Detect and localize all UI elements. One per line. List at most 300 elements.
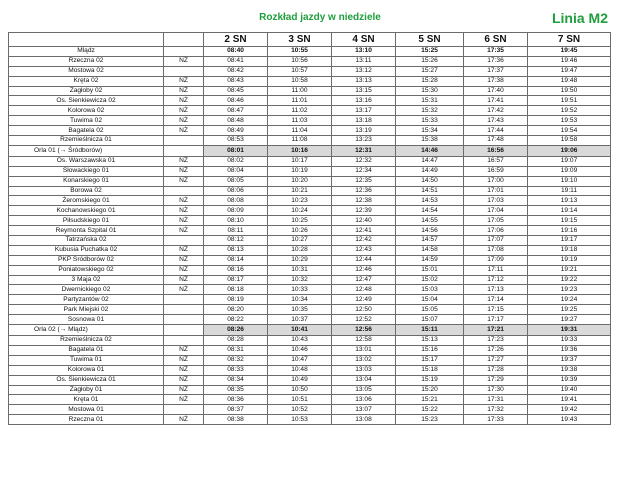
request-stop-cell: NŻ [164,116,204,126]
table-row [9,76,611,86]
column-header: 7 SN [528,33,611,47]
stop-name-cell: Sosnowa 01 [9,315,164,325]
departure-time-cell: 19:11 [528,186,611,196]
departure-time-cell: 17:05 [464,216,528,226]
departure-time-cell: 17:26 [464,345,528,355]
table-row [9,56,611,66]
departure-time-cell: 15:27 [396,66,464,76]
departure-time-cell: 08:45 [204,86,268,96]
departure-time-cell: 08:13 [204,245,268,255]
departure-time-cell: 17:29 [464,375,528,385]
departure-time-cell: 17:42 [464,106,528,116]
departure-time-cell: 17:17 [464,315,528,325]
stop-name-cell: Os. Sienkiewicza 01 [9,375,164,385]
request-stop-cell: NŻ [164,196,204,206]
departure-time-cell: 17:01 [464,186,528,196]
departure-time-cell: 13:07 [332,405,396,415]
departure-time-cell: 08:34 [204,375,268,385]
departure-time-cell: 17:06 [464,226,528,236]
departure-time-cell: 15:28 [396,76,464,86]
departure-time-cell: 12:42 [332,236,396,246]
departure-time-cell: 13:23 [332,136,396,146]
departure-time-cell: 08:28 [204,336,268,346]
request-stop-cell: NŻ [164,255,204,265]
departure-time-cell: 19:41 [528,395,611,405]
departure-time-cell: 17:43 [464,116,528,126]
departure-time-cell: 13:15 [332,86,396,96]
stop-name-cell: Kręta 02 [9,76,164,86]
departure-time-cell: 15:03 [396,285,464,295]
departure-time-cell: 12:58 [332,336,396,346]
departure-time-cell: 08:18 [204,285,268,295]
departure-time-cell: 08:06 [204,186,268,196]
departure-time-cell: 08:10 [204,216,268,226]
request-stop-cell [164,315,204,325]
departure-time-cell: 17:41 [464,96,528,106]
table-row [9,295,611,305]
request-stop-cell: NŻ [164,126,204,136]
departure-time-cell: 12:46 [332,265,396,275]
departure-time-cell: 17:27 [464,355,528,365]
departure-time-cell: 12:48 [332,285,396,295]
departure-time-cell: 17:33 [464,415,528,425]
departure-time-cell: 19:50 [528,86,611,96]
departure-time-cell: 11:03 [268,116,332,126]
departure-time-cell: 13:02 [332,355,396,365]
departure-time-cell: 19:16 [528,226,611,236]
departure-time-cell: 10:20 [268,176,332,186]
departure-time-cell: 17:03 [464,196,528,206]
stop-name-cell: Kręta 01 [9,395,164,405]
table-row [9,196,611,206]
departure-time-cell: 11:02 [268,106,332,116]
departure-time-cell: 08:14 [204,255,268,265]
departure-time-cell: 08:01 [204,145,268,156]
table-row [9,265,611,275]
stop-name-cell: Mostowa 01 [9,405,164,415]
departure-time-cell: 17:00 [464,176,528,186]
departure-time-cell: 19:27 [528,315,611,325]
departure-time-cell: 10:16 [268,145,332,156]
departure-time-cell: 15:25 [396,47,464,57]
stop-name-cell: Tatrzańska 02 [9,236,164,246]
departure-time-cell: 10:46 [268,345,332,355]
departure-time-cell: 14:54 [396,206,464,216]
table-row [9,96,611,106]
departure-time-cell: 08:19 [204,295,268,305]
departure-time-cell: 17:48 [464,136,528,146]
departure-time-cell: 12:50 [332,305,396,315]
stop-name-cell: Partyzantów 02 [9,295,164,305]
departure-time-cell: 17:36 [464,56,528,66]
table-row [9,206,611,216]
table-row [9,236,611,246]
stop-name-cell: Kolorowa 01 [9,365,164,375]
departure-time-cell: 10:51 [268,395,332,405]
request-stop-cell [164,295,204,305]
departure-time-cell: 10:34 [268,295,332,305]
departure-time-cell: 19:48 [528,76,611,86]
departure-time-cell: 12:39 [332,206,396,216]
departure-time-cell: 15:16 [396,345,464,355]
departure-time-cell: 19:09 [528,166,611,176]
departure-time-cell: 17:40 [464,86,528,96]
request-stop-cell [164,145,204,156]
table-row [9,415,611,425]
departure-time-cell: 14:46 [396,145,464,156]
departure-time-cell: 10:37 [268,315,332,325]
departure-time-cell: 17:09 [464,255,528,265]
departure-time-cell: 17:31 [464,395,528,405]
stop-name-cell: Zagłoby 02 [9,86,164,96]
departure-time-cell: 19:53 [528,116,611,126]
departure-time-cell: 10:55 [268,47,332,57]
departure-time-cell: 15:13 [396,336,464,346]
table-row [9,255,611,265]
departure-time-cell: 15:23 [396,415,464,425]
departure-time-cell: 08:22 [204,315,268,325]
departure-time-cell: 12:38 [332,196,396,206]
departure-time-cell: 08:41 [204,56,268,66]
table-row [9,136,611,146]
header-row [9,33,611,47]
table-row [9,156,611,166]
departure-time-cell: 12:36 [332,186,396,196]
stop-name-cell: Rzemieślnicza 02 [9,336,164,346]
request-stop-cell: NŻ [164,156,204,166]
departure-time-cell: 08:49 [204,126,268,136]
departure-time-cell: 10:27 [268,236,332,246]
departure-time-cell: 14:51 [396,186,464,196]
departure-time-cell: 19:45 [528,47,611,57]
departure-time-cell: 15:01 [396,265,464,275]
timetable [8,32,611,425]
departure-time-cell: 10:17 [268,156,332,166]
request-stop-cell [164,47,204,57]
departure-time-cell: 19:39 [528,375,611,385]
table-row [9,385,611,395]
departure-time-cell: 12:34 [332,166,396,176]
departure-time-cell: 14:53 [396,196,464,206]
stop-name-cell: Dwernickiego 02 [9,285,164,295]
departure-time-cell: 17:32 [464,405,528,415]
stop-name-cell: Żeromskiego 01 [9,196,164,206]
departure-time-cell: 15:33 [396,116,464,126]
departure-time-cell: 13:18 [332,116,396,126]
departure-time-cell: 17:12 [464,275,528,285]
column-header: 2 SN [204,33,268,47]
departure-time-cell: 08:11 [204,226,268,236]
departure-time-cell: 12:40 [332,216,396,226]
departure-time-cell: 12:49 [332,295,396,305]
request-stop-cell: NŻ [164,285,204,295]
departure-time-cell: 15:19 [396,375,464,385]
stop-name-cell: Tuwima 02 [9,116,164,126]
departure-time-cell: 19:19 [528,255,611,265]
departure-time-cell: 19:52 [528,106,611,116]
table-row [9,245,611,255]
departure-time-cell: 10:57 [268,66,332,76]
stop-name-cell: Orla 01 (→ Śródborów) [9,145,164,156]
departure-time-cell: 08:05 [204,176,268,186]
stop-name-cell: Rzemieślnicza 01 [9,136,164,146]
table-row [9,395,611,405]
departure-time-cell: 08:48 [204,116,268,126]
departure-time-cell: 08:36 [204,395,268,405]
departure-time-cell: 13:08 [332,415,396,425]
request-stop-cell [164,405,204,415]
departure-time-cell: 15:02 [396,275,464,285]
departure-time-cell: 19:38 [528,365,611,375]
departure-time-cell: 15:05 [396,305,464,315]
stop-name-cell: Os. Sienkiewicza 02 [9,96,164,106]
departure-time-cell: 15:38 [396,136,464,146]
departure-time-cell: 13:10 [332,47,396,57]
departure-time-cell: 10:43 [268,336,332,346]
departure-time-cell: 10:33 [268,285,332,295]
departure-time-cell: 19:13 [528,196,611,206]
departure-time-cell: 15:17 [396,355,464,365]
departure-time-cell: 12:35 [332,176,396,186]
request-stop-cell [164,305,204,315]
request-stop-cell: NŻ [164,355,204,365]
departure-time-cell: 13:16 [332,96,396,106]
departure-time-cell: 17:07 [464,236,528,246]
request-stop-cell: NŻ [164,375,204,385]
departure-time-cell: 19:18 [528,245,611,255]
departure-time-cell: 10:28 [268,245,332,255]
departure-time-cell: 19:31 [528,325,611,336]
departure-time-cell: 13:04 [332,375,396,385]
departure-time-cell: 12:41 [332,226,396,236]
departure-time-cell: 12:31 [332,145,396,156]
departure-time-cell: 14:47 [396,156,464,166]
departure-time-cell: 19:37 [528,355,611,365]
request-stop-cell [164,325,204,336]
departure-time-cell: 19:22 [528,275,611,285]
departure-time-cell: 15:11 [396,325,464,336]
stop-name-cell: Zagłoby 01 [9,385,164,395]
table-row [9,226,611,236]
request-stop-cell: NŻ [164,265,204,275]
request-stop-cell: NŻ [164,226,204,236]
request-stop-cell: NŻ [164,86,204,96]
table-row [9,116,611,126]
departure-time-cell: 08:42 [204,66,268,76]
departure-time-cell: 19:51 [528,96,611,106]
request-stop-cell: NŻ [164,56,204,66]
departure-time-cell: 08:09 [204,206,268,216]
departure-time-cell: 19:46 [528,56,611,66]
departure-time-cell: 10:32 [268,275,332,285]
departure-time-cell: 17:37 [464,66,528,76]
stop-name-cell: PKP Śródborów 02 [9,255,164,265]
departure-time-cell: 19:33 [528,336,611,346]
stop-name-cell: Rzeczna 02 [9,56,164,66]
departure-time-cell: 08:33 [204,365,268,375]
request-stop-cell: NŻ [164,385,204,395]
request-stop-cell: NŻ [164,415,204,425]
departure-time-cell: 13:01 [332,345,396,355]
request-stop-cell [164,66,204,76]
departure-time-cell: 12:44 [332,255,396,265]
table-row [9,345,611,355]
departure-time-cell: 15:31 [396,96,464,106]
stop-name-cell: Bagatela 02 [9,126,164,136]
departure-time-cell: 12:52 [332,315,396,325]
table-row [9,126,611,136]
departure-time-cell: 13:17 [332,106,396,116]
departure-time-cell: 14:55 [396,216,464,226]
departure-time-cell: 19:47 [528,66,611,76]
departure-time-cell: 10:53 [268,415,332,425]
departure-time-cell: 16:56 [464,145,528,156]
departure-time-cell: 10:49 [268,375,332,385]
table-row [9,216,611,226]
request-stop-cell: NŻ [164,96,204,106]
departure-time-cell: 08:38 [204,415,268,425]
departure-time-cell: 10:26 [268,226,332,236]
departure-time-cell: 13:13 [332,76,396,86]
departure-time-cell: 10:35 [268,305,332,315]
departure-time-cell: 12:47 [332,275,396,285]
departure-time-cell: 14:58 [396,245,464,255]
departure-time-cell: 08:47 [204,106,268,116]
request-stop-cell [164,336,204,346]
request-stop-cell: NŻ [164,206,204,216]
departure-time-cell: 19:25 [528,305,611,315]
departure-time-cell: 19:10 [528,176,611,186]
stop-name-cell: Reymonta Szpital 01 [9,226,164,236]
stop-name-cell: Kochanowskiego 01 [9,206,164,216]
departure-time-cell: 08:04 [204,166,268,176]
departure-time-cell: 15:26 [396,56,464,66]
table-row [9,176,611,186]
departure-time-cell: 10:29 [268,255,332,265]
table-row [9,355,611,365]
departure-time-cell: 10:58 [268,76,332,86]
departure-time-cell: 08:08 [204,196,268,206]
table-row [9,336,611,346]
header-stop-cell [9,33,164,47]
departure-time-cell: 08:02 [204,156,268,166]
request-stop-cell [164,136,204,146]
departure-time-cell: 14:49 [396,166,464,176]
request-stop-cell: NŻ [164,395,204,405]
departure-time-cell: 14:59 [396,255,464,265]
table-row [9,305,611,315]
departure-time-cell: 16:59 [464,166,528,176]
departure-time-cell: 15:18 [396,365,464,375]
departure-time-cell: 10:41 [268,325,332,336]
departure-time-cell: 10:47 [268,355,332,365]
departure-time-cell: 10:31 [268,265,332,275]
stop-name-cell: Konarskiego 01 [9,176,164,186]
stop-name-cell: Kolorowa 02 [9,106,164,116]
stop-name-cell: Mlądz [9,47,164,57]
stop-name-cell: Słowackiego 01 [9,166,164,176]
departure-time-cell: 10:23 [268,196,332,206]
stop-name-cell: Kubusia Puchatka 02 [9,245,164,255]
table-row [9,285,611,295]
departure-time-cell: 15:04 [396,295,464,305]
departure-time-cell: 08:53 [204,136,268,146]
table-row [9,365,611,375]
departure-time-cell: 19:07 [528,156,611,166]
departure-time-cell: 13:11 [332,56,396,66]
departure-time-cell: 19:43 [528,415,611,425]
departure-time-cell: 08:16 [204,265,268,275]
request-stop-cell [164,186,204,196]
departure-time-cell: 17:13 [464,285,528,295]
departure-time-cell: 11:04 [268,126,332,136]
request-stop-cell: NŻ [164,245,204,255]
stop-name-cell: Orla 02 (→ Mlądz) [9,325,164,336]
departure-time-cell: 15:34 [396,126,464,136]
stop-name-cell: Bagatela 01 [9,345,164,355]
departure-time-cell: 17:44 [464,126,528,136]
departure-time-cell: 15:20 [396,385,464,395]
table-row [9,325,611,336]
departure-time-cell: 19:36 [528,345,611,355]
request-stop-cell: NŻ [164,166,204,176]
departure-time-cell: 13:12 [332,66,396,76]
departure-time-cell: 08:26 [204,325,268,336]
departure-time-cell: 12:32 [332,156,396,166]
departure-time-cell: 17:14 [464,295,528,305]
departure-time-cell: 10:52 [268,405,332,415]
stop-name-cell: Piłsudskiego 01 [9,216,164,226]
departure-time-cell: 11:00 [268,86,332,96]
departure-time-cell: 17:11 [464,265,528,275]
table-row [9,315,611,325]
request-stop-cell: NŻ [164,345,204,355]
departure-time-cell: 17:35 [464,47,528,57]
departure-time-cell: 19:21 [528,265,611,275]
departure-time-cell: 08:12 [204,236,268,246]
departure-time-cell: 10:56 [268,56,332,66]
table-row [9,405,611,415]
request-stop-cell [164,236,204,246]
departure-time-cell: 08:37 [204,405,268,415]
table-row [9,375,611,385]
departure-time-cell: 19:15 [528,216,611,226]
departure-time-cell: 16:57 [464,156,528,166]
departure-time-cell: 17:38 [464,76,528,86]
departure-time-cell: 13:06 [332,395,396,405]
stop-name-cell: Tuwima 01 [9,355,164,365]
departure-time-cell: 13:05 [332,385,396,395]
stop-name-cell: Rzeczna 01 [9,415,164,425]
departure-time-cell: 08:46 [204,96,268,106]
table-row [9,66,611,76]
departure-time-cell: 17:28 [464,365,528,375]
request-stop-cell: NŻ [164,76,204,86]
departure-time-cell: 10:50 [268,385,332,395]
request-stop-cell: NŻ [164,176,204,186]
departure-time-cell: 17:04 [464,206,528,216]
departure-time-cell: 15:21 [396,395,464,405]
line-label: Linia M2 [551,10,608,26]
departure-time-cell: 08:20 [204,305,268,315]
header-nz-cell [164,33,204,47]
departure-time-cell: 13:19 [332,126,396,136]
departure-time-cell: 19:06 [528,145,611,156]
departure-time-cell: 13:03 [332,365,396,375]
table-row [9,166,611,176]
departure-time-cell: 19:42 [528,405,611,415]
departure-time-cell: 19:17 [528,236,611,246]
